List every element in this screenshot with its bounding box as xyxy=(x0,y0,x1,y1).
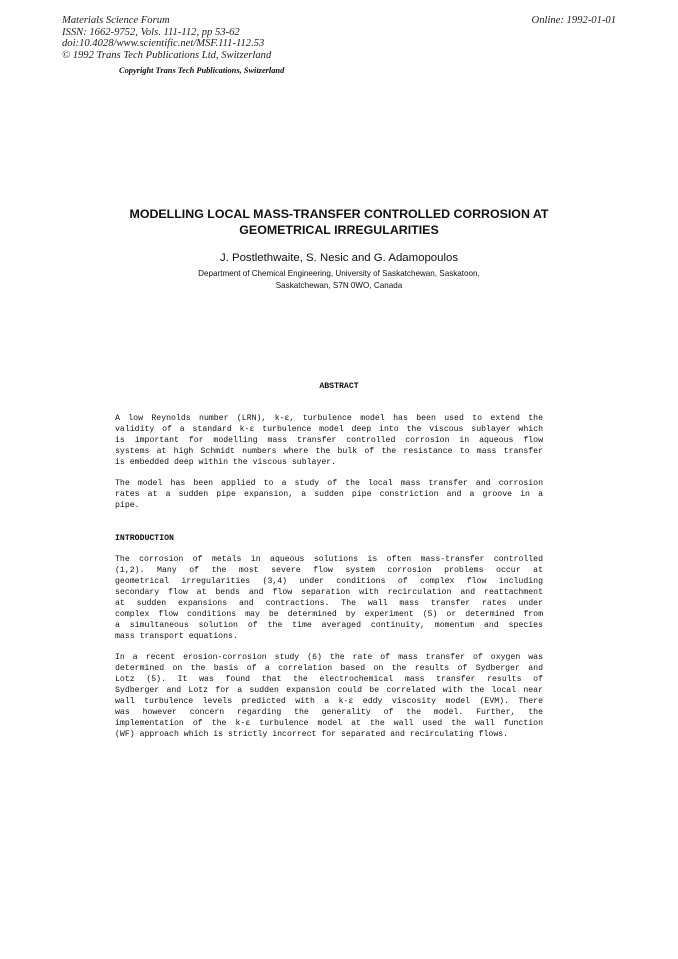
introduction-heading: INTRODUCTION xyxy=(115,534,174,543)
text-line: The model has been applied to a study of the local mass transfer and corrosion xyxy=(115,479,543,488)
affiliation-line: Saskatchewan, S7N 0WO, Canada xyxy=(275,280,403,290)
text-line: a simultaneous solution of the time averaged continuity, momentum and species xyxy=(115,621,543,630)
title-line: MODELLING LOCAL MASS-TRANSFER CONTROLLED CORROSION AT xyxy=(129,207,549,221)
text-line: systems at high Schmidt numbers where the bulk of the resistance to mass transfer xyxy=(115,447,543,456)
journal-doi: doi:10.4028/www.scientific.net/MSF.111-112.53 xyxy=(62,38,265,50)
abstract-paragraph-2 xyxy=(115,478,543,511)
online-date: Online: 1992-01-01 xyxy=(531,15,616,26)
text-line: determined on the basis of a correlation based on the results of Sydberger and xyxy=(115,664,543,673)
author-list: J. Postlethwaite, S. Nesic and G. Adamopoulos xyxy=(219,252,459,264)
text-line: was however concern regarding the generality of the model. Further, the xyxy=(115,708,543,717)
publisher-line: © 1992 Trans Tech Publications Ltd, Switzerland xyxy=(62,49,272,61)
journal-name: Materials Science Forum xyxy=(62,15,170,26)
text-line: The corrosion of metals in aqueous solutions is often mass-transfer controlled xyxy=(115,555,543,564)
text-line: at sudden expansions and contractions. The wall mass transfer rates under xyxy=(115,599,543,608)
text-line: implementation of the k-ε turbulence model at the wall used the wall function xyxy=(115,719,543,728)
abstract-paragraph-1 xyxy=(115,413,543,468)
text-line: Lotz (5). It was found that the electrochemical mass transfer results of xyxy=(115,675,543,684)
text-line: rates at a sudden pipe expansion, a sudden pipe constriction and a groove in a xyxy=(115,490,543,499)
affiliation xyxy=(0,268,678,291)
text-line: Sydberger and Lotz for a sudden expansion could be correlated with the local near xyxy=(115,686,543,695)
abstract-heading: ABSTRACT xyxy=(319,382,359,391)
paper-title xyxy=(0,207,678,238)
journal-issn: ISSN: 1662-9752, Vols. 111-112, pp 53-62 xyxy=(62,26,240,38)
journal-header xyxy=(62,15,271,61)
text-line: secondary flow at bends and flow separation with recirculation and reattachment xyxy=(115,588,543,597)
copyright-line: Copyright Trans Tech Publications, Switzerland xyxy=(119,66,285,75)
introduction-paragraph-1 xyxy=(115,554,543,642)
text-line: A low Reynolds number (LRN), k-ε, turbulence model has been used to extend the xyxy=(115,414,543,423)
text-line: validity of a standard k-ε turbulence model deep into the viscous sublayer which xyxy=(115,425,543,434)
text-line: mass transport equations. xyxy=(115,632,238,641)
text-line: is important for modelling mass transfer controlled corrosion in aqueous flow xyxy=(115,436,543,445)
affiliation-line: Department of Chemical Engineering, University of Saskatchewan, Saskatoon, xyxy=(198,269,480,278)
text-line: (WF) approach which is strictly incorrect for separated and recirculating flows. xyxy=(115,730,509,739)
text-line: (1,2). Many of the most severe flow system corrosion problems occur at xyxy=(115,566,543,575)
introduction-paragraph-2 xyxy=(115,652,543,740)
title-line: GEOMETRICAL IRREGULARITIES xyxy=(239,222,439,237)
text-line: In a recent erosion-corrosion study (6) the rate of mass transfer of oxygen was xyxy=(115,653,543,662)
text-line: wall turbulence levels predicted with a k-ε eddy viscosity model (EVM). There xyxy=(115,697,543,706)
text-line: pipe. xyxy=(115,501,140,510)
text-line: geometrical irregularities (3,4) under conditions of complex flow including xyxy=(115,577,543,586)
text-line: is embedded deep within the viscous sublayer. xyxy=(115,458,337,467)
text-line: complex flow conditions may be determined by experiment (5) or determined from xyxy=(115,610,543,619)
